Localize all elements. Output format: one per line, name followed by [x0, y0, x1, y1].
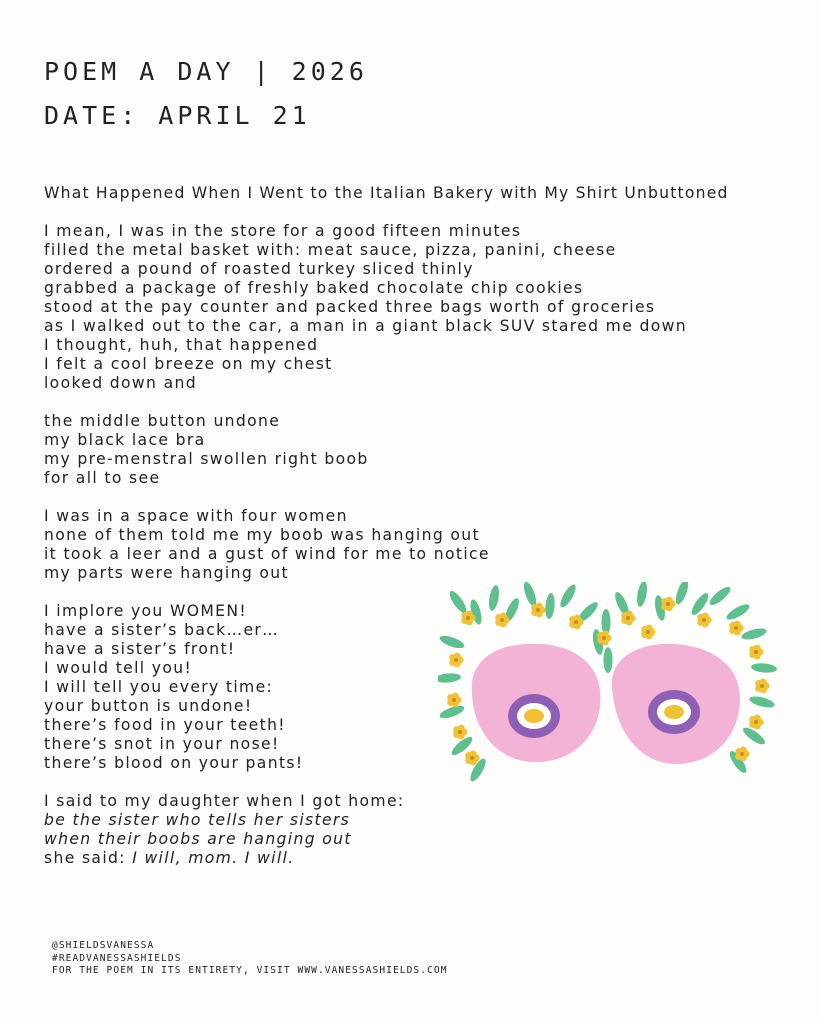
poem-closing-line	[44, 849, 804, 868]
flower-shape	[749, 715, 763, 730]
poem-line: there’s snot in your nose!	[44, 735, 280, 753]
poem-line: I implore you WOMEN!	[44, 602, 247, 620]
hashtag: #READVANESSASHIELDS	[52, 952, 182, 964]
left-circle-illustration	[472, 644, 601, 762]
leaf-shape	[521, 582, 538, 608]
poem-line: my pre-menstral swollen right boob	[44, 450, 369, 468]
poem-title: What Happened When I Went to the Italian Bakery with My Shirt Unbuttoned	[44, 184, 729, 202]
poem-line-italic: when their boobs are hanging out	[44, 830, 352, 848]
poem-line: I mean, I was in the store for a good fifteen minutes	[44, 222, 522, 240]
poem-line-italic: be the sister who tells her sisters	[44, 811, 351, 829]
leaf-shape	[751, 662, 778, 673]
leaf-shape	[635, 582, 648, 608]
poem-line: your button is undone!	[44, 697, 253, 715]
flower-shape	[449, 653, 463, 668]
flower-shape	[661, 597, 675, 612]
poem-line: looked down and	[44, 374, 197, 392]
leaf-shape	[604, 647, 613, 673]
leaf-shape	[447, 589, 469, 615]
flower-shape	[531, 603, 545, 618]
leaf-shape	[673, 582, 690, 606]
closing-quote: I will, mom. I will.	[132, 849, 295, 867]
poem-line: there’s food in your teeth!	[44, 716, 286, 734]
poem-line: stood at the pay counter and packed three bags worth of groceries	[44, 298, 656, 316]
leaf-shape	[748, 694, 775, 709]
series-title: POEM A DAY | 2026	[44, 57, 368, 86]
poem-line: I would tell you!	[44, 659, 193, 677]
leaf-shape	[724, 602, 751, 623]
leaf-shape	[740, 626, 767, 641]
flower-shape	[597, 631, 611, 646]
leaf-shape	[438, 672, 461, 683]
flower-shape	[755, 679, 769, 694]
left-yellow-center	[524, 709, 544, 723]
poem-line: my black lace bra	[44, 431, 206, 449]
leaf-shape	[544, 593, 555, 620]
poem-line: none of them told me my boob was hanging out	[44, 526, 480, 544]
leaf-shape	[438, 633, 466, 650]
flower-shape	[735, 747, 749, 762]
poem-line: have a sister’s back…er…	[44, 621, 280, 639]
poem-line: as I walked out to the car, a man in a giant black SUV stared me down	[44, 317, 687, 335]
leaf-shape	[558, 582, 579, 609]
stanza-1	[44, 222, 804, 393]
poem-line: it took a leer and a gust of wind for me to notice	[44, 545, 490, 563]
page-footer	[52, 940, 448, 978]
leaf-shape	[438, 703, 466, 720]
flower-shape	[641, 625, 655, 640]
poem-line: for all to see	[44, 469, 161, 487]
leaf-shape	[741, 725, 767, 747]
flower-shape	[749, 645, 763, 660]
poem-date: DATE: APRIL 21	[44, 101, 311, 130]
poem-line: I thought, huh, that happened	[44, 336, 319, 354]
poem-line: the middle button undone	[44, 412, 281, 430]
visit-website-text: FOR THE POEM IN ITS ENTIRETY, VISIT WWW.VANESSASHIELDS.COM	[52, 965, 448, 976]
stanza-5	[44, 792, 804, 868]
right-circle-illustration	[612, 644, 740, 764]
flower-shape	[453, 725, 467, 740]
leaf-shape	[689, 591, 711, 617]
poem-line: filled the metal basket with: meat sauce, pizza, panini, cheese	[44, 241, 617, 259]
flower-shape	[697, 613, 711, 628]
social-handle: @SHIELDSVANESSA	[52, 940, 155, 951]
floral-breasts-illustration	[438, 582, 780, 797]
poem-line: there’s blood on your pants!	[44, 754, 304, 772]
poem-line: have a sister’s front!	[44, 640, 236, 658]
page-header	[44, 50, 368, 138]
flower-shape	[621, 611, 635, 626]
poem-line: my parts were hanging out	[44, 564, 289, 582]
poem-line: I felt a cool breeze on my chest	[44, 355, 333, 373]
poem-line: I said to my daughter when I got home:	[44, 792, 405, 810]
poem-line: ordered a pound of roasted turkey sliced thinly	[44, 260, 474, 278]
flower-shape	[729, 621, 743, 636]
right-yellow-center	[664, 705, 684, 719]
closing-prefix: she said:	[44, 849, 133, 867]
poem-line: I was in a space with four women	[44, 507, 348, 525]
poem-line: I will tell you every time:	[44, 678, 274, 696]
leaf-shape	[707, 584, 733, 608]
stanza-3	[44, 507, 804, 583]
flower-shape	[447, 693, 461, 708]
leaf-shape	[487, 584, 500, 611]
poem-line: grabbed a package of freshly baked chocolate chip cookies	[44, 279, 584, 297]
stanza-2	[44, 412, 804, 488]
